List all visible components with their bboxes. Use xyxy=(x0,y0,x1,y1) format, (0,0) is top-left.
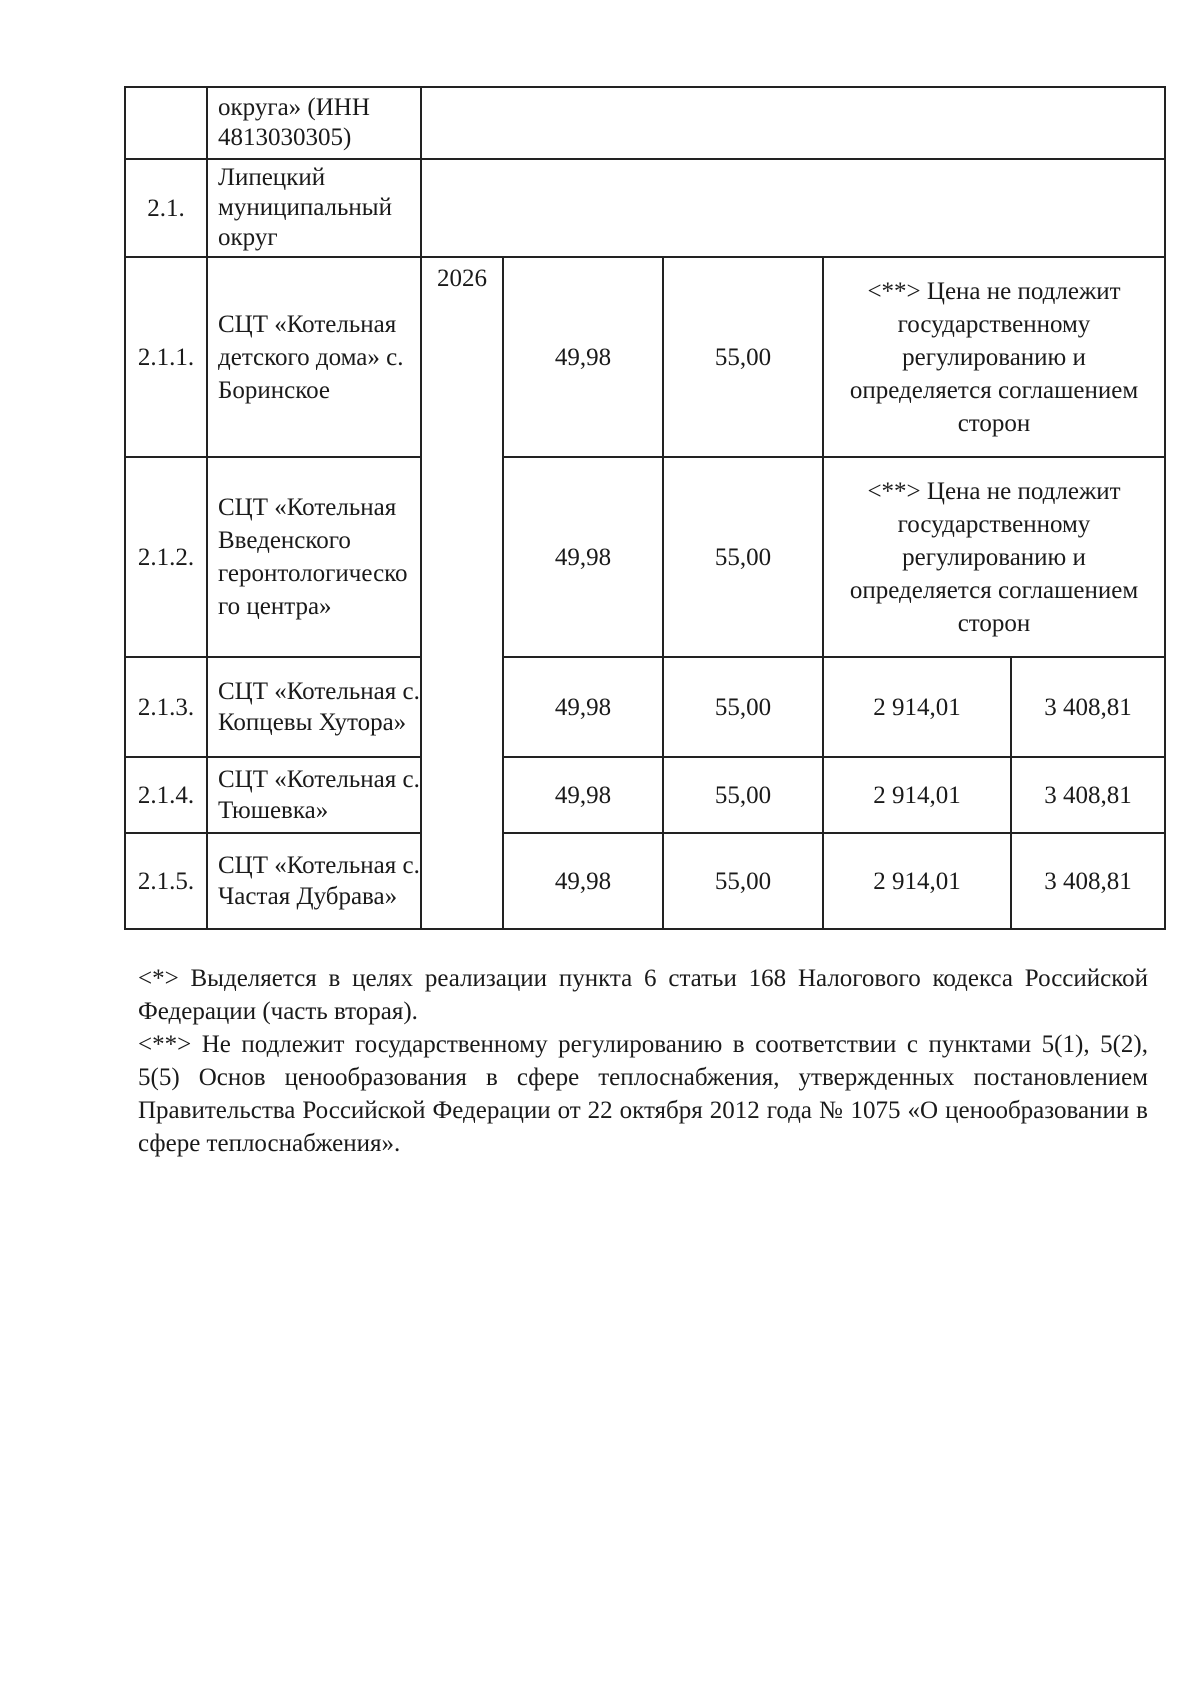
table-cell-value: 55,00 xyxy=(714,343,772,371)
table-cell-number: 2.1.3. xyxy=(137,693,195,721)
table-cell-price-note: <**> Цена не подлежит государственному регулированию и определяется соглашением сторон xyxy=(849,277,1139,437)
table-cell-value: 49,98 xyxy=(554,343,612,371)
table-cell-year: 2026 xyxy=(437,265,487,292)
table-cell-value: 3 408,81 xyxy=(1044,693,1132,721)
footnotes xyxy=(138,962,1148,1160)
table-cell-value: 49,98 xyxy=(554,543,612,571)
table-cell-value: 49,98 xyxy=(554,693,612,721)
table-cell-value: 2 914,01 xyxy=(873,867,961,895)
table-col-divider xyxy=(420,86,422,930)
table-cell-name: СЦТ «Котельная с. Частая Дубрава» xyxy=(218,852,420,910)
table-cell-value: 55,00 xyxy=(714,543,772,571)
table-border-right xyxy=(1164,86,1166,930)
table-cell-name: СЦТ «Котельная детского дома» с. Боринское xyxy=(218,310,404,404)
table-cell-value: 55,00 xyxy=(714,867,772,895)
table-cell-value: 49,98 xyxy=(554,781,612,809)
table-cell-value: 3 408,81 xyxy=(1044,781,1132,809)
table-cell-number: 2.1.2. xyxy=(137,543,195,571)
table-cell-value: 2 914,01 xyxy=(873,781,961,809)
table-cell-name: округа» (ИНН 4813030305) xyxy=(218,94,370,151)
table-cell-value: 3 408,81 xyxy=(1044,867,1132,895)
table-cell-name: Липецкий муниципальный округ xyxy=(218,164,392,251)
footnote-2: <**> Не подлежит государственному регулированию в соответствии с пунктами 5(1), 5(2), 5(5) Основ ценообразования в сфере теплоснабжения, утвержденных постановлением Правительства Российской Федерации от 22 октября 2012 года № 1075 «О ценообразовании в сфере теплоснабжения». xyxy=(138,1031,1148,1157)
table-cell-number: 2.1.4. xyxy=(137,781,195,809)
footnote-1: <*> Выделяется в целях реализации пункта 6 статьи 168 Налогового кодекса Российской Федерации (часть вторая). xyxy=(138,965,1148,1025)
table-cell-value: 55,00 xyxy=(714,781,772,809)
table-cell-price-note: <**> Цена не подлежит государственному регулированию и определяется соглашением сторон xyxy=(849,477,1139,637)
table-cell-value: 2 914,01 xyxy=(873,693,961,721)
table-cell-number: 2.1.1. xyxy=(137,343,195,371)
table-cell-number: 2.1. xyxy=(147,194,185,222)
tariff-table xyxy=(124,86,1166,930)
table-cell-name: СЦТ «Котельная Введенского геронтологическо го центра» xyxy=(218,494,408,620)
table-cell-number: 2.1.5. xyxy=(137,867,195,895)
table-cell-name: СЦТ «Котельная с. Копцевы Хутора» xyxy=(218,678,420,736)
table-cell-name: СЦТ «Котельная с. Тюшевка» xyxy=(218,766,420,824)
table-cell-value: 49,98 xyxy=(554,867,612,895)
table-cell-value: 55,00 xyxy=(714,693,772,721)
